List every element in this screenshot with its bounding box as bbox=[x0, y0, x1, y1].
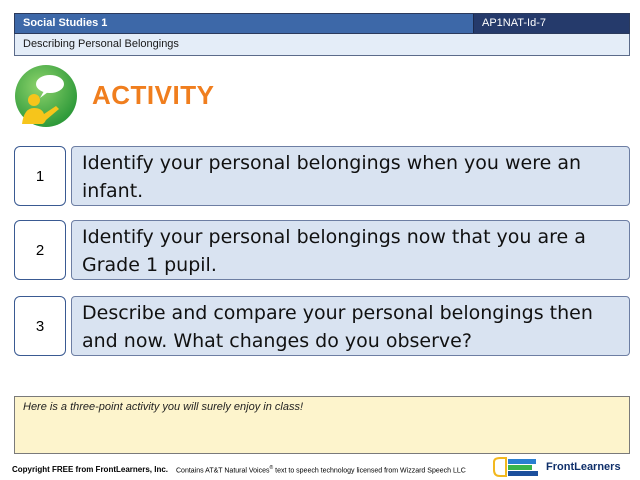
item-number-1: 1 bbox=[14, 146, 66, 206]
speaking-person-icon bbox=[14, 64, 78, 128]
activity-title: ACTIVITY bbox=[92, 80, 215, 110]
tts-text-start: Contains AT&T Natural Voices bbox=[176, 467, 270, 475]
frontlearners-brand: FrontLearners bbox=[546, 461, 621, 473]
activity-item-1: Identify your personal belongings when you were an infant. bbox=[71, 146, 630, 206]
activity-item-2: Identify your personal belongings now that you are a Grade 1 pupil. bbox=[71, 220, 630, 280]
registered-mark: ® bbox=[269, 465, 274, 471]
item-number-3: 3 bbox=[14, 296, 66, 356]
frontlearners-logo-icon bbox=[492, 456, 542, 478]
header-bar bbox=[14, 13, 630, 34]
item-number-2: 2 bbox=[14, 220, 66, 280]
activity-item-3: Describe and compare your personal belongings then and now. What changes do you observe? bbox=[71, 296, 630, 356]
tts-text-end: text to speech technology licensed from Wizzard Speech LLC bbox=[273, 467, 466, 475]
subject-title: Social Studies 1 bbox=[15, 14, 473, 33]
footer-tts-notice bbox=[176, 465, 466, 474]
lesson-subtitle: Describing Personal Belongings bbox=[14, 34, 630, 56]
competency-code: AP1NAT-Id-7 bbox=[473, 14, 629, 33]
teacher-note: Here is a three-point activity you will surely enjoy in class! bbox=[14, 396, 630, 454]
footer-copyright: Copyright FREE from FrontLearners, Inc. bbox=[12, 465, 169, 474]
